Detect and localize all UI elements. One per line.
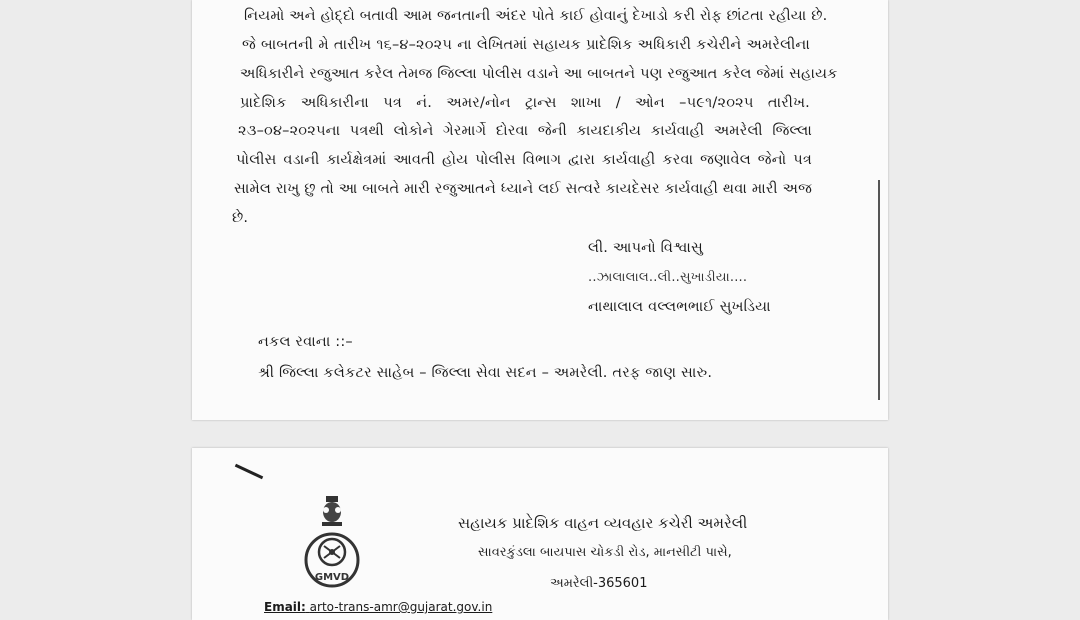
scan-edge xyxy=(878,180,880,400)
copy-label: નકલ રવાના ::– xyxy=(258,334,353,350)
office-name: સહાયક પ્રાદેશિક વાહન વ્યવહાર કચેરી અમરેલી xyxy=(458,514,748,532)
emblem-label: GMVD xyxy=(314,572,350,583)
office-address: સાવરકુંડલા બાયપાસ ચોકડી રોડ, માનસીટી પાસે, xyxy=(478,545,732,560)
office-city: અમરેલી-365601 xyxy=(550,576,648,591)
gmvd-emblem-icon xyxy=(292,494,372,590)
pen-mark xyxy=(235,464,263,479)
letter-line-5: ૨૩–૦૪–૨૦૨૫ના પત્રથી લોકોને ગેરમાર્ગે દોરવા જેની કાયદાકીય કાર્યવાહી અમરેલી જિલ્લા xyxy=(238,123,812,139)
letter-line-2: જે બાબતની મે તારીખ ૧૬–૪–૨૦૨૫ ના લેખિતમાં સહાયક પ્રાદેશિક અધિકારી કચેરીને અમરેલીના xyxy=(242,37,810,53)
sender-name: નાથાલાલ વલ્લભભાઈ સુખડિયા xyxy=(588,299,771,315)
letter-line-4: પ્રાદેશિક અધિકારીના પત્ર નં. અમર/નોન ટ્રાન્સ શાખા / ઓન –૫૯૧/૨૦૨૫ તારીખ. xyxy=(240,95,810,111)
letter-line-6: પોલીસ વડાની કાર્યક્ષેત્રમાં આવતી હોય પોલીસ વિભાગ દ્વારા કાર્યવાહી કરવા જણાવેલ જેનો પત્ર xyxy=(236,152,812,168)
signature: ..ઝાલાલાલ..લી..સુખાડીયા.... xyxy=(588,270,748,285)
letter-line-7: સામેલ રાખુ છુ તો આ બાબતે મારી રજુઆતને ધ્યાને લઈ સત્વરે કાયદેસર કાર્યવાહી થવા મારી અજ xyxy=(234,181,812,197)
letter-line-1: નિયમો અને હોદ્દો બતાવી આમ જનતાની અંદર પોતે કાઈ હોવાનું દેખાડો કરી રોફ છાંટતા રહીયા છે. xyxy=(244,8,828,24)
email-value: arto-trans-amr@gujarat.gov.in xyxy=(309,600,493,614)
closing-text: લી. આપનો વિશ્વાસુ xyxy=(588,240,703,256)
office-email xyxy=(264,600,492,614)
letter-line-8: છે. xyxy=(232,210,249,226)
copy-recipient: શ્રી જિલ્લા કલેકટર સાહેબ – જિલ્લા સેવા સદન – અમરેલી. તરફ જાણ સારુ. xyxy=(258,365,713,381)
email-label: Email: xyxy=(264,600,306,614)
office-letterhead-page xyxy=(192,448,888,620)
letter-line-3: અધિકારીને રજુઆત કરેલ તેમજ જિલ્લા પોલીસ વડાને આ બાબતને પણ રજુઆત કરેલ જેમાં સહાયક xyxy=(240,66,838,82)
letter-page xyxy=(192,0,888,420)
